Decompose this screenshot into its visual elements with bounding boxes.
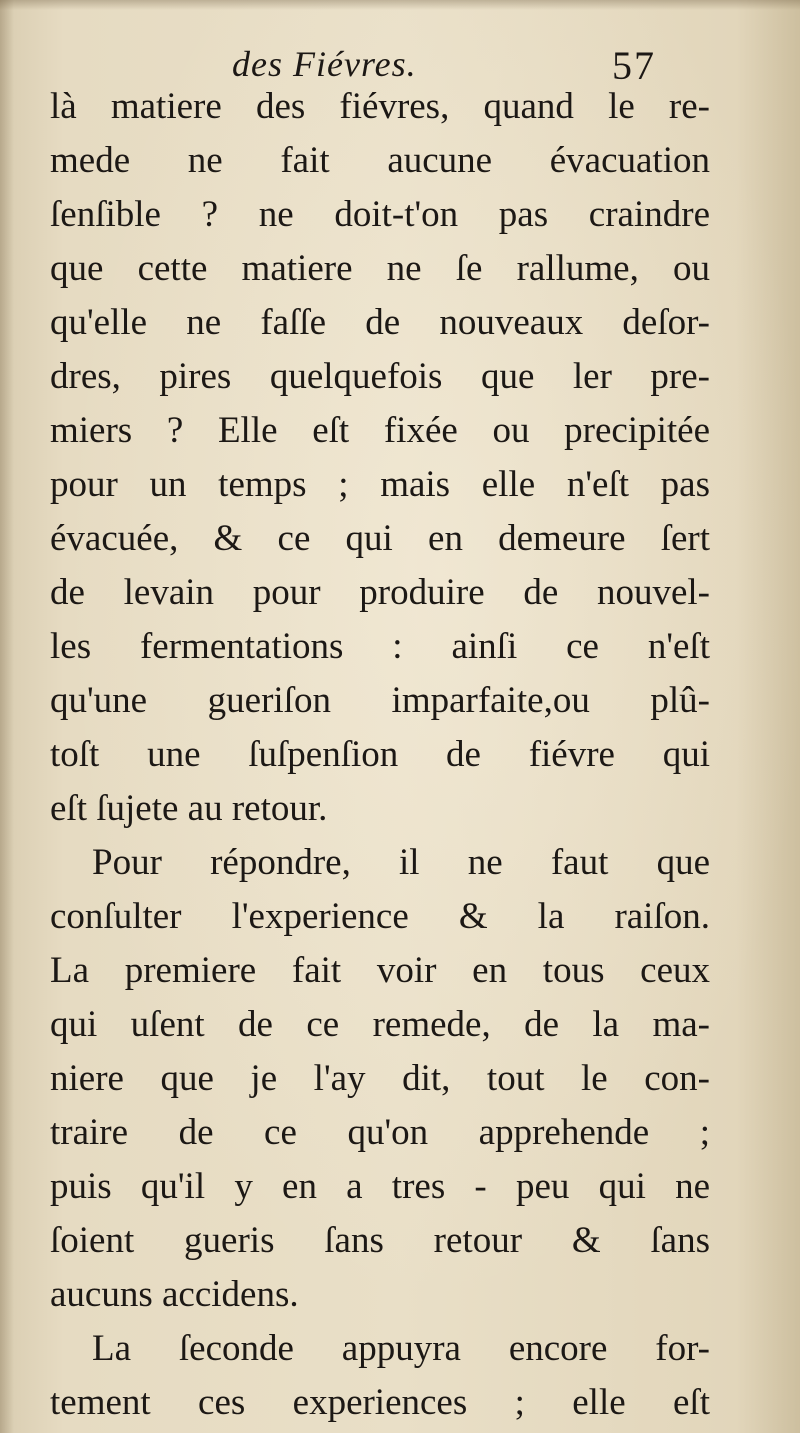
text-line-5: qu'elle ne faſſe de nouveaux deſor- <box>50 302 710 343</box>
text-line-18: qui uſent de ce remede, de la ma- <box>50 1004 710 1045</box>
page-number: 57 <box>612 43 656 88</box>
page-edge-shadow <box>0 0 14 1433</box>
text-line-7: miers ? Elle eſt fixée ou precipitée <box>50 410 710 451</box>
text-line-2: mede ne fait aucune évacuation <box>50 140 710 181</box>
page-top-shadow <box>0 0 800 10</box>
text-line-1: là matiere des fiévres, quand le re- <box>50 86 710 127</box>
text-line-17: La premiere fait voir en tous ceux <box>50 950 710 991</box>
text-line-15: Pour répondre, il ne faut que <box>92 842 710 883</box>
text-line-10: de levain pour produire de nouvel- <box>50 572 710 613</box>
body-text <box>50 80 710 1430</box>
running-title: des Fiévres. <box>232 44 417 84</box>
text-line-13: toſt une ſuſpenſion de fiévre qui <box>50 734 710 775</box>
text-line-21: puis qu'il y en a tres - peu qui ne <box>50 1166 710 1207</box>
text-line-8: pour un temps ; mais elle n'eſt pas <box>50 464 710 505</box>
text-line-16: conſulter l'experience & la raiſon. <box>50 896 710 937</box>
text-line-6: dres, pires quelquefois que ler pre- <box>50 356 710 397</box>
text-line-24: La ſeconde appuyra encore for- <box>92 1328 710 1369</box>
text-line-20: traire de ce qu'on apprehende ; <box>50 1112 710 1153</box>
text-line-23: aucuns accidens. <box>50 1274 299 1315</box>
text-line-25: tement ces experiences ; elle eſt <box>50 1382 710 1423</box>
text-line-4: que cette matiere ne ſe rallume, ou <box>50 248 710 289</box>
text-line-9: évacuée, & ce qui en demeure ſert <box>50 518 710 559</box>
text-line-3: ſenſible ? ne doit-t'on pas craindre <box>50 194 710 235</box>
text-line-14: eſt ſujete au retour. <box>50 788 328 829</box>
text-line-19: niere que je l'ay dit, tout le con- <box>50 1058 710 1099</box>
text-line-12: qu'une gueriſon imparfaite,ou plû- <box>50 680 710 721</box>
text-line-22: ſoient gueris ſans retour & ſans <box>50 1220 710 1261</box>
text-line-11: les fermentations : ainſi ce n'eſt <box>50 626 710 667</box>
